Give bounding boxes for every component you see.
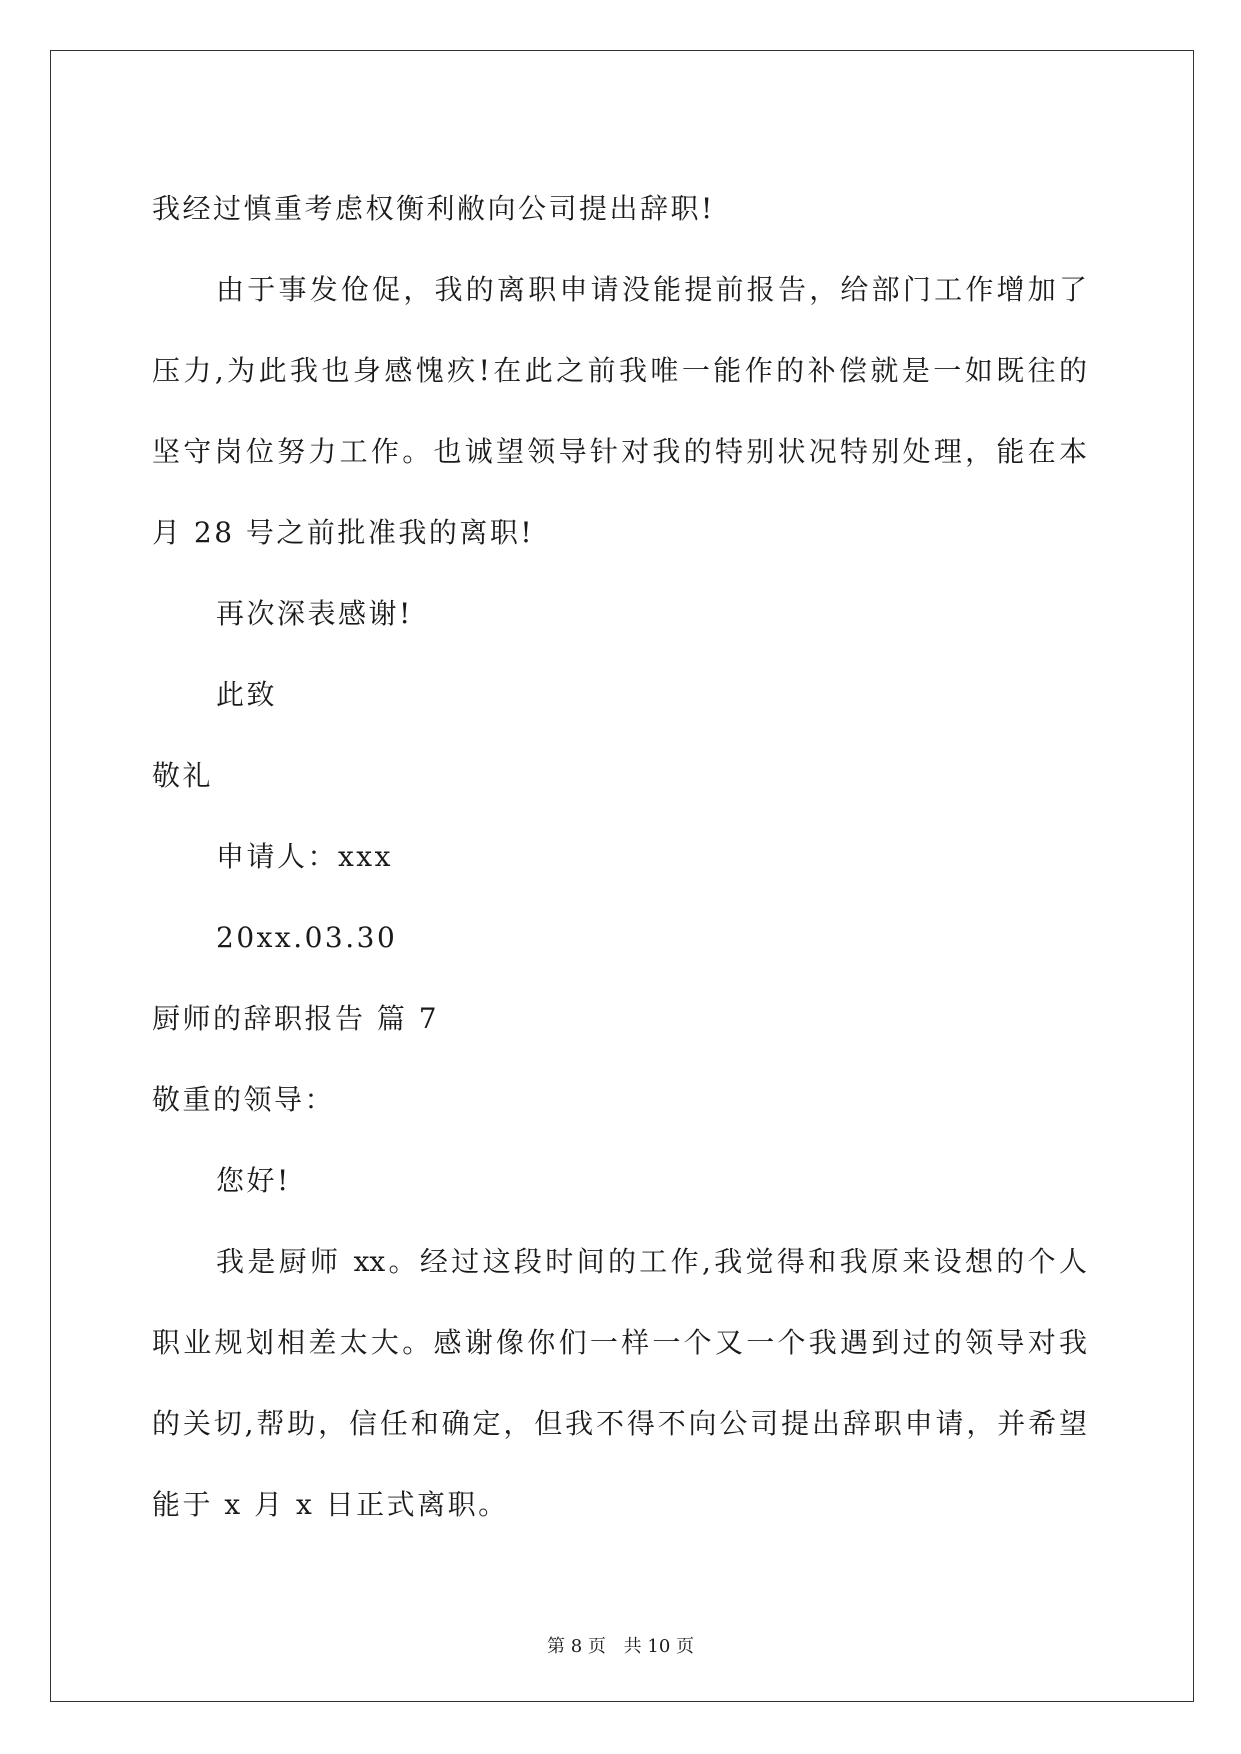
text-line: 能于 x 月 x 日正式离职。: [152, 1488, 509, 1521]
text-line: 敬重的领导：: [152, 1083, 336, 1116]
page-footer: [0, 1632, 1241, 1658]
current-page-number: 第 8 页: [547, 1636, 606, 1657]
text-line: 压力,为此我也身感愧疚!在此之前我唯一能作的补偿就是一如既往的: [152, 354, 1087, 387]
text-line: 申请人：xxx: [216, 840, 393, 873]
text-line: 职业规划相差太大。感谢像你们一样一个又一个我遇到过的领导对我: [152, 1326, 1087, 1359]
text-line: 您好!: [216, 1164, 291, 1197]
text-line: 由于事发伧促，我的离职申请没能提前报告，给部门工作增加了: [216, 273, 1087, 306]
section-heading: 厨师的辞职报告 篇 7: [152, 1002, 440, 1035]
text-line: 20xx.03.30: [216, 921, 398, 954]
text-line: 我是厨师 xx。经过这段时间的工作,我觉得和我原来设想的个人: [216, 1245, 1087, 1278]
text-line: 坚守岗位努力工作。也诚望领导针对我的特别状况特别处理，能在本: [152, 435, 1087, 468]
text-line: 我经过慎重考虑权衡利敝向公司提出辞职!: [152, 192, 715, 225]
text-line: 敬礼: [152, 759, 214, 792]
text-line: 的关切,帮助，信任和确定，但我不得不向公司提出辞职申请，并希望: [152, 1407, 1087, 1440]
document-body: [152, 168, 1087, 1545]
text-line: 月 28 号之前批准我的离职!: [152, 516, 535, 549]
total-page-count: 共 10 页: [623, 1636, 694, 1657]
text-line: 再次深表感谢!: [216, 597, 413, 630]
text-line: 此致: [216, 678, 278, 711]
